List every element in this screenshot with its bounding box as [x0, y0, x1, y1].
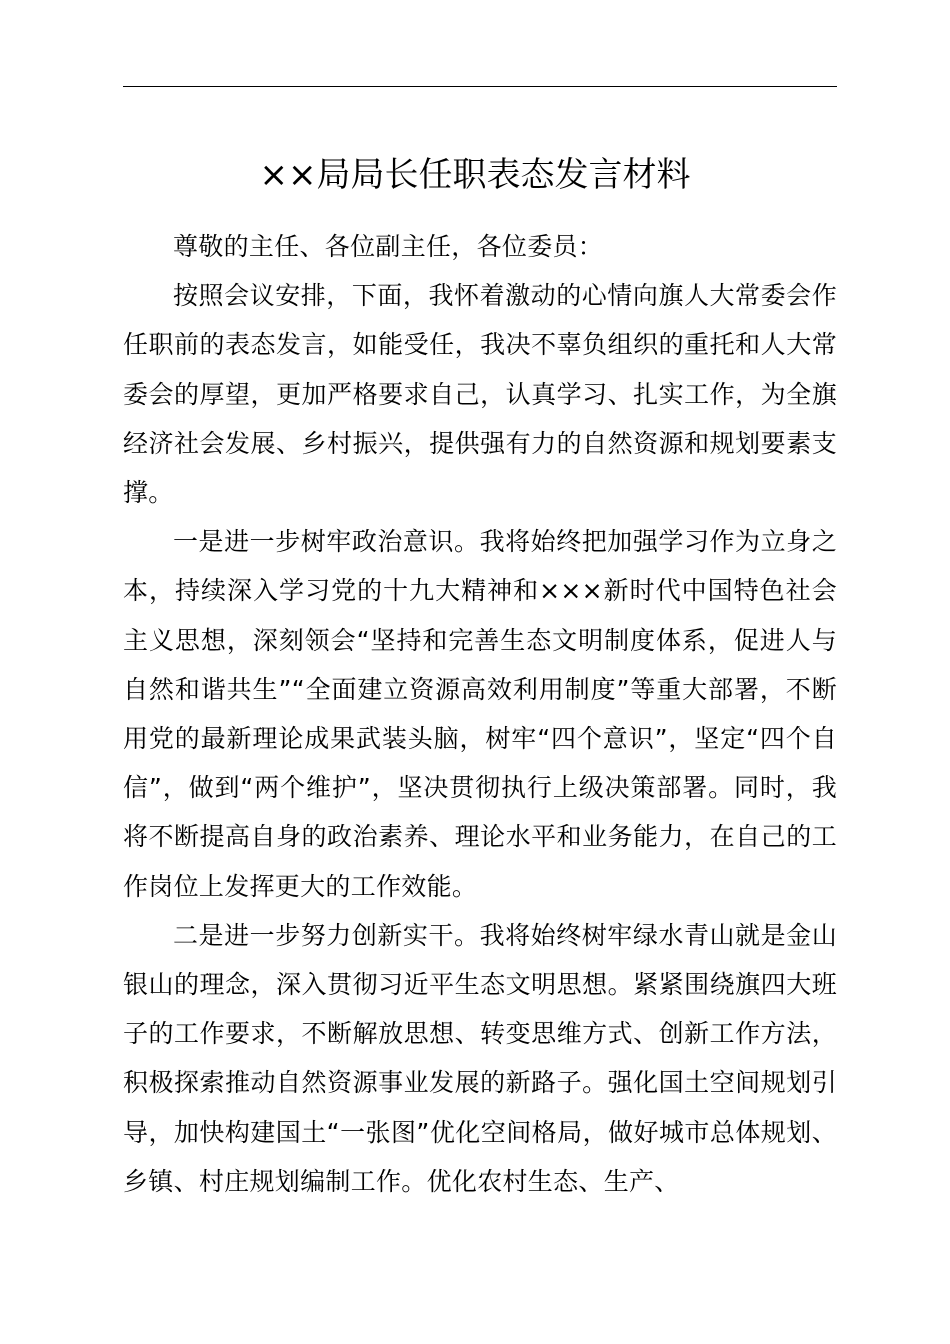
- header-rule: [123, 86, 837, 87]
- paragraph-political-awareness: 一是进一步树牢政治意识。我将始终把加强学习作为立身之本，持续深入学习党的十九大精神和×××新时代中国特色社会主义思想，深刻领会“坚持和完善生态文明制度体系，促进人与自然和谐共生”“全面建立资源高效利用制度”等重大部署，不断用党的最新理论成果武装头脑，树牢“四个意识”，坚定“四个自信”，做到“两个维护”，坚决贯彻执行上级决策部署。同时，我将不断提高自身的政治素养、理论水平和业务能力，在自己的工作岗位上发挥更大的工作效能。: [123, 527, 837, 901]
- paragraph-innovation: 二是进一步努力创新实干。我将始终树牢绿水青山就是金山银山的理念，深入贯彻习近平生态文明思想。紧紧围绕旗四大班子的工作要求，不断解放思想、转变思维方式、创新工作方法，积极探索推动自然资源事业发展的新路子。强化国土空间规划引导，加快构建国土“一张图”优化空间格局，做好城市总体规划、乡镇、村庄规划编制工作。优化农村生态、生产、: [123, 920, 837, 1196]
- paragraph-intro: 按照会议安排，下面，我怀着激动的心情向旗人大常委会作任职前的表态发言，如能受任，我决不辜负组织的重托和人大常委会的厚望，更加严格要求自己，认真学习、扎实工作，为全旗经济社会发展、乡村振兴，提供强有力的自然资源和规划要素支撑。: [123, 281, 837, 508]
- salutation: 尊敬的主任、各位副主任，各位委员：: [173, 232, 604, 261]
- document-title: ××局局长任职表态发言材料: [259, 155, 691, 195]
- document-body: [123, 222, 837, 1206]
